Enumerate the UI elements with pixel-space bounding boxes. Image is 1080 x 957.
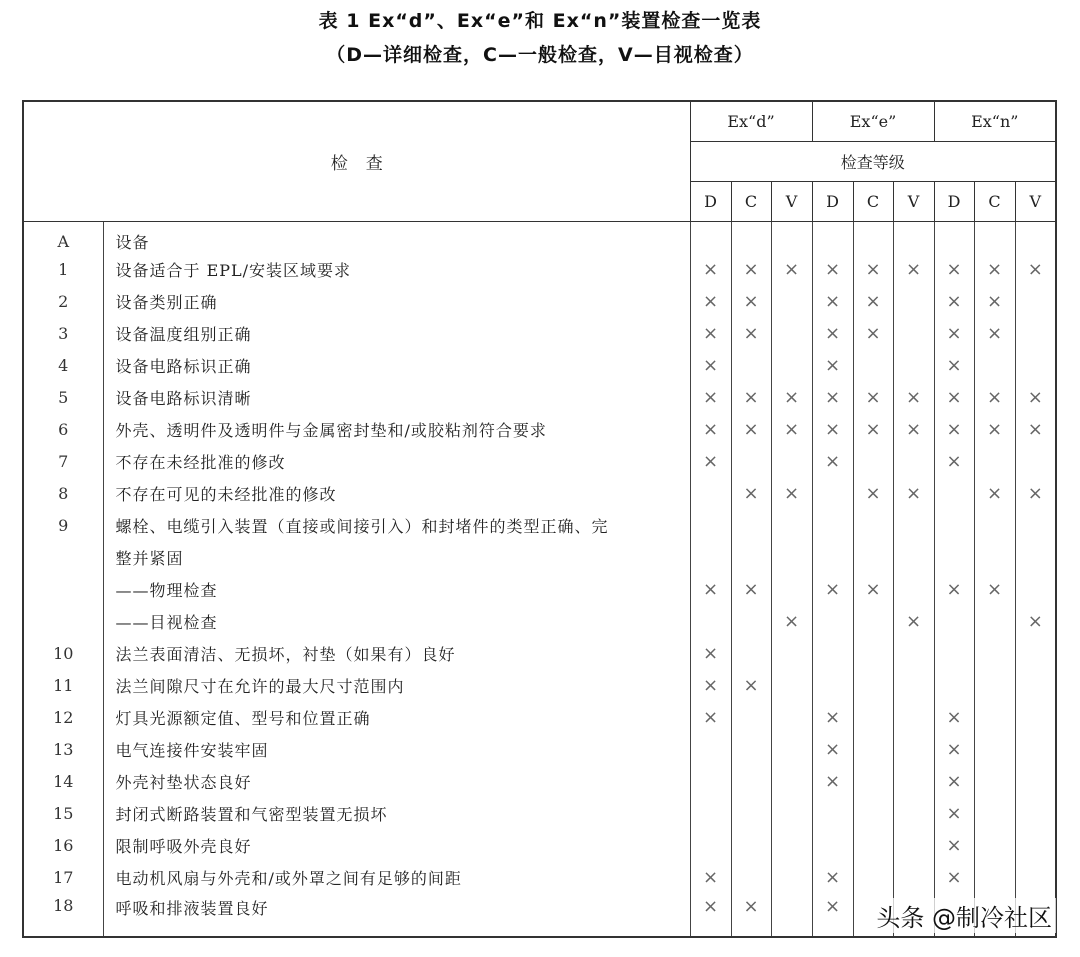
empty-mark-cell [893,510,934,542]
row-text: ——目视检查 [103,606,690,638]
check-mark-cell: × [812,318,853,350]
empty-mark-cell [893,286,934,318]
row-number: 6 [23,414,103,446]
row-text: 不存在未经批准的修改 [103,446,690,478]
empty-mark-cell [853,510,893,542]
row-text: ——物理检查 [103,574,690,606]
row-number [23,574,103,606]
table-row [23,574,1056,606]
check-mark-cell: × [812,286,853,318]
table-row [23,382,1056,414]
check-mark-cell: × [690,350,731,382]
empty-mark-cell [853,766,893,798]
empty-mark-cell [974,510,1015,542]
check-mark-cell: × [690,446,731,478]
empty-mark-cell [731,510,771,542]
empty-mark-cell [1015,862,1056,894]
check-mark-cell: × [690,894,731,937]
empty-mark-cell [731,798,771,830]
check-mark-cell: × [974,414,1015,446]
empty-mark-cell [893,798,934,830]
empty-mark-cell [934,606,974,638]
row-number: 3 [23,318,103,350]
table-row [23,606,1056,638]
table-row [23,318,1056,350]
table-row [23,670,1056,702]
check-mark-cell: × [1015,478,1056,510]
table-row [23,734,1056,766]
row-number: 11 [23,670,103,702]
empty-mark-cell [731,830,771,862]
empty-mark-cell [812,606,853,638]
check-mark-cell: × [812,414,853,446]
empty-mark-cell [853,702,893,734]
check-mark-cell: × [771,382,812,414]
row-number: 15 [23,798,103,830]
check-mark-cell: × [690,862,731,894]
empty-mark-cell [893,830,934,862]
row-text: 电动机风扇与外壳和/或外罩之间有足够的间距 [103,862,690,894]
check-mark-cell: × [893,606,934,638]
empty-mark-cell [771,350,812,382]
row-number [23,606,103,638]
table-row [23,862,1056,894]
empty-mark-cell [812,798,853,830]
empty-mark-cell [974,221,1015,254]
empty-mark-cell [893,734,934,766]
check-mark-cell: × [893,478,934,510]
check-mark-cell: × [893,382,934,414]
row-number: 13 [23,734,103,766]
empty-mark-cell [1015,638,1056,670]
check-mark-cell: × [812,734,853,766]
empty-mark-cell [690,830,731,862]
row-text: 设备电路标识清晰 [103,382,690,414]
table-row [23,446,1056,478]
empty-mark-cell [974,670,1015,702]
empty-mark-cell [893,318,934,350]
check-mark-cell: × [853,478,893,510]
empty-mark-cell [771,638,812,670]
row-text: 不存在可见的未经批准的修改 [103,478,690,510]
empty-mark-cell [934,670,974,702]
check-mark-cell: × [812,702,853,734]
table-row [23,478,1056,510]
row-text: 法兰表面清洁、无损坏，衬垫（如果有）良好 [103,638,690,670]
empty-mark-cell [1015,221,1056,254]
inspection-table [22,100,1057,938]
empty-mark-cell [893,702,934,734]
empty-mark-cell [893,446,934,478]
row-text: 外壳衬垫状态良好 [103,766,690,798]
row-text: 封闭式断路装置和气密型装置无损坏 [103,798,690,830]
empty-mark-cell [731,862,771,894]
check-mark-cell: × [690,382,731,414]
empty-mark-cell [731,734,771,766]
empty-mark-cell [690,478,731,510]
empty-mark-cell [771,862,812,894]
empty-mark-cell [853,221,893,254]
empty-mark-cell [853,670,893,702]
level-header: C [731,181,771,221]
grade-header: 检查等级 [690,141,1056,181]
empty-mark-cell [771,798,812,830]
empty-mark-cell [893,574,934,606]
level-header: D [690,181,731,221]
check-mark-cell: × [934,798,974,830]
row-number: A [23,221,103,254]
empty-mark-cell [771,894,812,937]
check-mark-cell: × [934,318,974,350]
empty-mark-cell [690,221,731,254]
check-mark-cell: × [934,862,974,894]
row-text: 螺栓、电缆引入装置（直接或间接引入）和封堵件的类型正确、完 [103,510,690,542]
check-mark-cell: × [853,382,893,414]
table-row [23,638,1056,670]
row-text: 整并紧固 [103,542,690,574]
level-header: V [771,181,812,221]
empty-mark-cell [690,798,731,830]
empty-mark-cell [690,766,731,798]
table-subtitle: （D—详细检查，C—一般检查，V—目视检查） [326,44,754,66]
empty-mark-cell [771,766,812,798]
check-mark-cell: × [690,702,731,734]
empty-mark-cell [974,638,1015,670]
row-text: 呼吸和排液装置良好 [103,894,690,937]
empty-mark-cell [974,798,1015,830]
check-mark-cell: × [934,766,974,798]
row-number: 18 [23,894,103,937]
check-mark-cell: × [1015,382,1056,414]
empty-mark-cell [974,542,1015,574]
check-mark-cell: × [853,318,893,350]
check-mark-cell: × [731,894,771,937]
check-mark-cell: × [731,670,771,702]
row-text: 设备 [103,221,690,254]
table-row [23,286,1056,318]
check-mark-cell: × [690,574,731,606]
check-mark-cell: × [934,350,974,382]
check-mark-cell: × [812,382,853,414]
check-mark-cell: × [853,286,893,318]
empty-mark-cell [974,446,1015,478]
row-number: 17 [23,862,103,894]
check-mark-cell: × [731,254,771,286]
table-row [23,830,1056,862]
empty-mark-cell [812,221,853,254]
row-text: 设备类别正确 [103,286,690,318]
check-mark-cell: × [934,574,974,606]
check-mark-cell: × [771,606,812,638]
empty-mark-cell [771,702,812,734]
empty-mark-cell [893,670,934,702]
check-header: 检查 [23,101,690,221]
empty-mark-cell [893,862,934,894]
row-number: 8 [23,478,103,510]
empty-mark-cell [893,638,934,670]
empty-mark-cell [1015,830,1056,862]
empty-mark-cell [1015,318,1056,350]
empty-mark-cell [974,606,1015,638]
watermark: 头条 @制冷社区 [872,898,1056,933]
table-title: 表 1 Ex“d”、Ex“e”和 Ex“n”装置检查一览表 [318,10,762,32]
empty-mark-cell [1015,702,1056,734]
check-mark-cell: × [731,286,771,318]
empty-mark-cell [934,478,974,510]
check-mark-cell: × [934,734,974,766]
check-mark-cell: × [812,894,853,937]
check-mark-cell: × [812,766,853,798]
check-mark-cell: × [690,318,731,350]
check-mark-cell: × [731,574,771,606]
empty-mark-cell [1015,446,1056,478]
row-number: 7 [23,446,103,478]
check-mark-cell: × [934,286,974,318]
empty-mark-cell [812,670,853,702]
level-header: V [1015,181,1056,221]
group-header-exd: Ex“d” [690,101,812,141]
empty-mark-cell [1015,798,1056,830]
empty-mark-cell [934,510,974,542]
empty-mark-cell [731,350,771,382]
empty-mark-cell [731,221,771,254]
check-mark-cell: × [690,286,731,318]
empty-mark-cell [812,830,853,862]
empty-mark-cell [771,286,812,318]
check-mark-cell: × [934,702,974,734]
check-mark-cell: × [934,382,974,414]
check-mark-cell: × [853,414,893,446]
check-mark-cell: × [690,670,731,702]
check-mark-cell: × [974,574,1015,606]
check-mark-cell: × [1015,254,1056,286]
check-mark-cell: × [771,478,812,510]
row-text: 电气连接件安装牢固 [103,734,690,766]
empty-mark-cell [853,734,893,766]
table-row [23,766,1056,798]
table-row [23,510,1056,542]
empty-mark-cell [974,862,1015,894]
row-number: 12 [23,702,103,734]
empty-mark-cell [812,510,853,542]
empty-mark-cell [1015,670,1056,702]
level-header: C [974,181,1015,221]
empty-mark-cell [974,350,1015,382]
empty-mark-cell [771,670,812,702]
empty-mark-cell [893,221,934,254]
level-header: D [934,181,974,221]
row-text: 设备温度组别正确 [103,318,690,350]
empty-mark-cell [731,638,771,670]
check-mark-cell: × [974,318,1015,350]
empty-mark-cell [771,221,812,254]
check-mark-cell: × [771,414,812,446]
empty-mark-cell [690,734,731,766]
empty-mark-cell [731,446,771,478]
check-mark-cell: × [853,574,893,606]
row-number [23,542,103,574]
empty-mark-cell [1015,542,1056,574]
row-number: 2 [23,286,103,318]
empty-mark-cell [690,542,731,574]
check-mark-cell: × [1015,414,1056,446]
check-mark-cell: × [934,446,974,478]
row-text: 设备电路标识正确 [103,350,690,382]
row-number: 10 [23,638,103,670]
empty-mark-cell [771,830,812,862]
check-mark-cell: × [731,382,771,414]
check-mark-cell: × [731,478,771,510]
check-mark-cell: × [893,254,934,286]
row-number: 16 [23,830,103,862]
empty-mark-cell [731,606,771,638]
check-mark-cell: × [934,414,974,446]
level-header: C [853,181,893,221]
empty-mark-cell [853,830,893,862]
check-mark-cell: × [974,478,1015,510]
row-number: 5 [23,382,103,414]
empty-mark-cell [1015,734,1056,766]
empty-mark-cell [690,606,731,638]
check-mark-cell: × [771,254,812,286]
empty-mark-cell [893,350,934,382]
empty-mark-cell [771,734,812,766]
empty-mark-cell [853,638,893,670]
empty-mark-cell [771,574,812,606]
table-row [23,798,1056,830]
check-mark-cell: × [974,254,1015,286]
empty-mark-cell [1015,510,1056,542]
empty-mark-cell [853,542,893,574]
empty-mark-cell [934,542,974,574]
check-mark-cell: × [1015,606,1056,638]
check-mark-cell: × [812,574,853,606]
level-header: V [893,181,934,221]
check-mark-cell: × [690,254,731,286]
table-header [23,101,1056,221]
empty-mark-cell [974,734,1015,766]
group-header-exn: Ex“n” [934,101,1056,141]
check-mark-cell: × [893,414,934,446]
table-row [23,221,1056,254]
empty-mark-cell [731,702,771,734]
empty-mark-cell [974,830,1015,862]
check-mark-cell: × [812,350,853,382]
empty-mark-cell [853,446,893,478]
check-mark-cell: × [812,862,853,894]
row-number: 4 [23,350,103,382]
check-mark-cell: × [690,638,731,670]
group-header-exe: Ex“e” [812,101,934,141]
check-mark-cell: × [853,254,893,286]
empty-mark-cell [812,478,853,510]
empty-mark-cell [812,638,853,670]
row-text: 限制呼吸外壳良好 [103,830,690,862]
empty-mark-cell [853,798,893,830]
check-mark-cell: × [731,414,771,446]
empty-mark-cell [934,221,974,254]
check-mark-cell: × [690,414,731,446]
table-row [23,414,1056,446]
empty-mark-cell [771,542,812,574]
empty-mark-cell [893,542,934,574]
table-row [23,702,1056,734]
empty-mark-cell [893,766,934,798]
empty-mark-cell [853,350,893,382]
empty-mark-cell [731,766,771,798]
check-mark-cell: × [934,254,974,286]
row-number: 1 [23,254,103,286]
row-number: 14 [23,766,103,798]
empty-mark-cell [731,542,771,574]
row-text: 法兰间隙尺寸在允许的最大尺寸范围内 [103,670,690,702]
row-text: 外壳、透明件及透明件与金属密封垫和/或胶粘剂符合要求 [103,414,690,446]
empty-mark-cell [690,510,731,542]
empty-mark-cell [1015,350,1056,382]
check-mark-cell: × [731,318,771,350]
empty-mark-cell [771,318,812,350]
check-mark-cell: × [974,382,1015,414]
empty-mark-cell [974,766,1015,798]
table-row [23,542,1056,574]
row-text: 灯具光源额定值、型号和位置正确 [103,702,690,734]
empty-mark-cell [853,606,893,638]
table-body [23,221,1056,937]
empty-mark-cell [1015,286,1056,318]
check-mark-cell: × [974,286,1015,318]
check-mark-cell: × [812,254,853,286]
level-header: D [812,181,853,221]
empty-mark-cell [853,862,893,894]
row-number: 9 [23,510,103,542]
check-mark-cell: × [934,830,974,862]
table-row [23,254,1056,286]
empty-mark-cell [1015,574,1056,606]
empty-mark-cell [934,638,974,670]
table-row [23,350,1056,382]
row-text: 设备适合于 EPL/安装区域要求 [103,254,690,286]
check-mark-cell: × [812,446,853,478]
empty-mark-cell [812,542,853,574]
empty-mark-cell [974,702,1015,734]
empty-mark-cell [1015,766,1056,798]
empty-mark-cell [771,510,812,542]
empty-mark-cell [771,446,812,478]
